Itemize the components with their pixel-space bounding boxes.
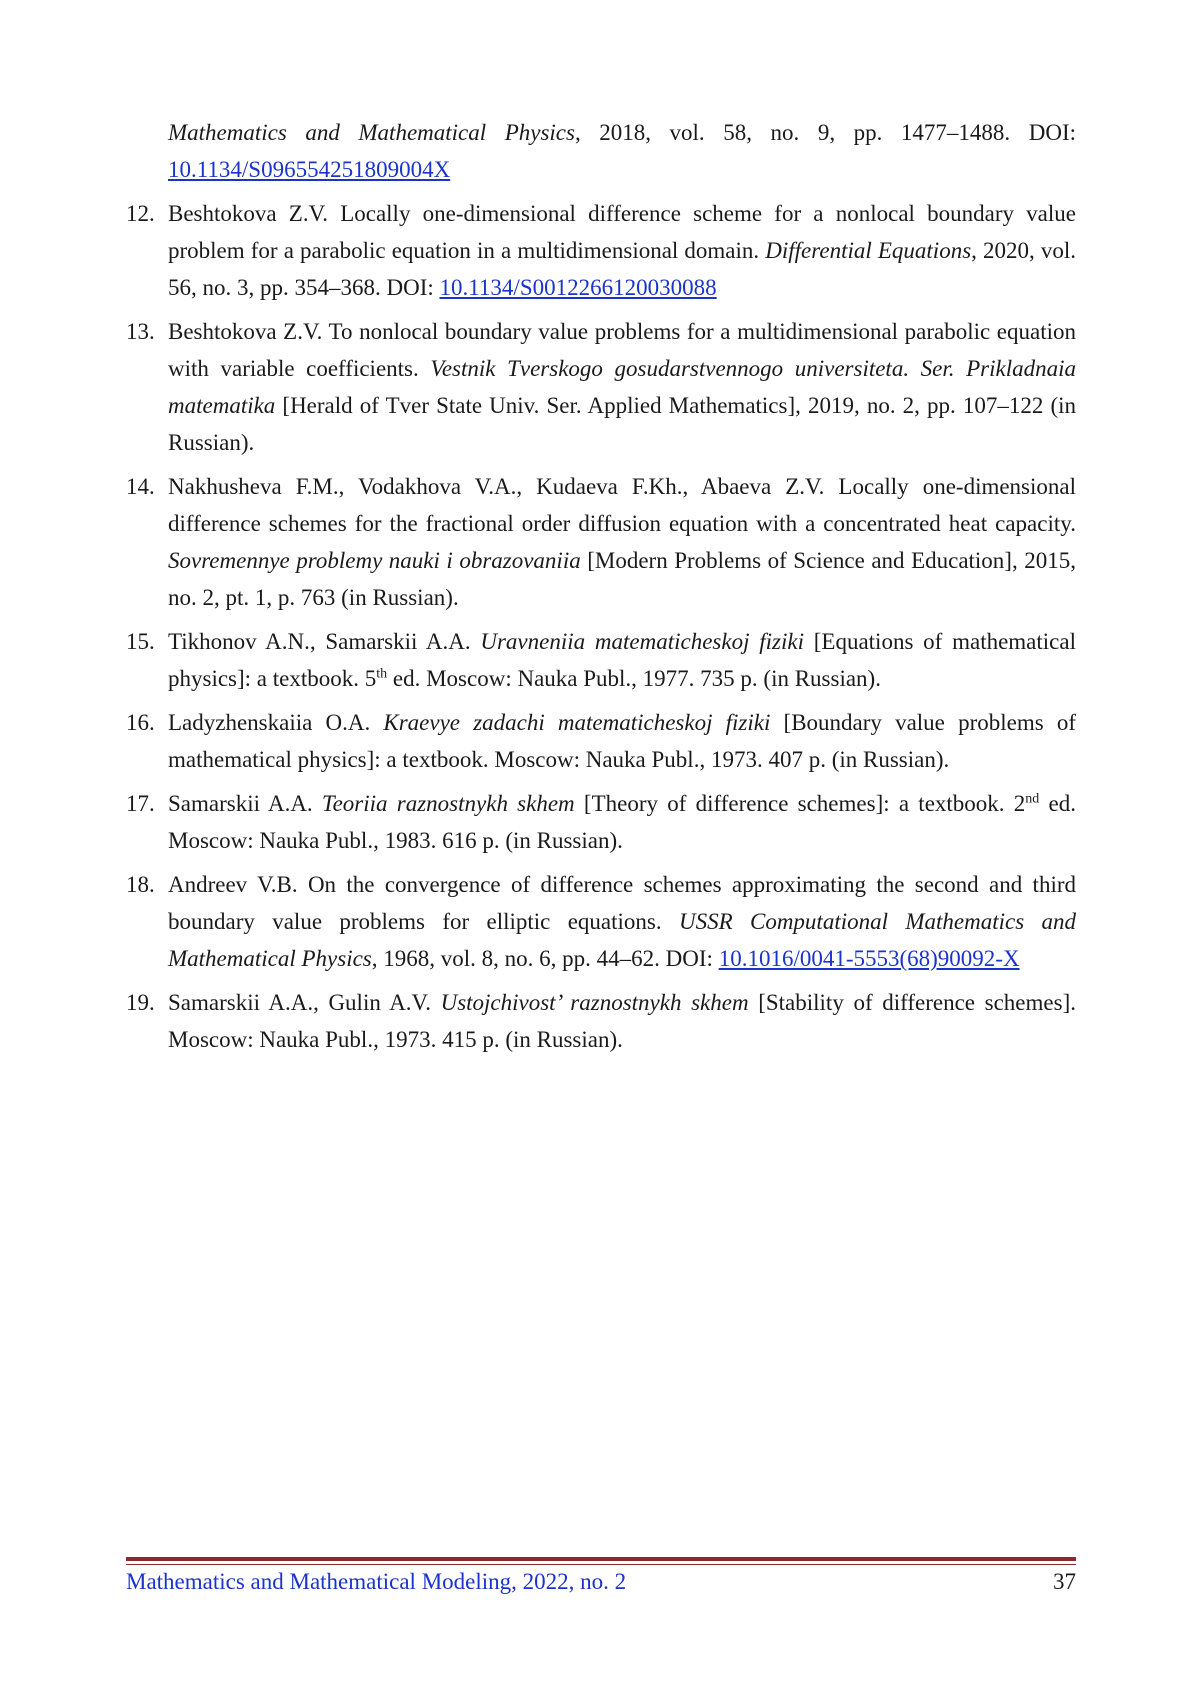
reference-text: Beshtokova Z.V. To nonlocal boundary value problems for a multidimensional parabolic equation with variable coefficients. — [168, 319, 1076, 381]
reference-number: 13. — [126, 313, 166, 350]
reference-number: 14. — [126, 468, 166, 505]
reference-item — [126, 468, 1076, 616]
reference-number: 18. — [126, 866, 166, 903]
reference-number: 15. — [126, 623, 166, 660]
footer-rule-thin — [126, 1564, 1076, 1565]
reference-text: , 2018, vol. 58, no. 9, pp. 1477–1488. DOI: — [575, 120, 1076, 145]
reference-text: Samarskii A.A., Gulin A.V. — [168, 990, 441, 1015]
reference-item — [126, 984, 1076, 1058]
reference-source-title: Kraevye zadachi matematicheskoj fiziki — [383, 710, 770, 735]
reference-text: [Stability of difference schemes]. Moscow: Nauka Publ., 1973. 415 p. (in Russian). — [168, 990, 1076, 1052]
reference-list — [126, 114, 1076, 1065]
reference-text: , 1968, vol. 8, no. 6, pp. 44–62. DOI: — [372, 946, 719, 971]
reference-item — [126, 785, 1076, 859]
reference-number: 16. — [126, 704, 166, 741]
reference-item — [126, 313, 1076, 461]
ordinal-superscript: nd — [1025, 791, 1039, 806]
reference-source-title: Uravneniia matematicheskoj fiziki — [480, 629, 804, 654]
reference-source-title: USSR Computational Mathematics and Mathematical Physics — [168, 909, 1076, 971]
page-number: 37 — [1053, 1569, 1076, 1595]
reference-text: Beshtokova Z.V. Locally one-dimensional difference scheme for a nonlocal boundary value problem for a parabolic equation in a multidimensional domain. — [168, 201, 1076, 263]
reference-number: 17. — [126, 785, 166, 822]
reference-source-title: Mathematics and Mathematical Physics — [168, 120, 575, 145]
reference-item — [126, 704, 1076, 778]
reference-item — [126, 114, 1076, 188]
reference-source-title: Sovremennye problemy nauki i obrazovaniia — [168, 548, 581, 573]
reference-text: ed. Moscow: Nauka Publ., 1977. 735 p. (in Russian). — [387, 666, 881, 691]
reference-source-title: Vestnik Tverskogo gosudarstvennogo universiteta. Ser. Prikladnaia matematika — [168, 356, 1076, 418]
reference-item — [126, 623, 1076, 697]
reference-text: [Boundary value problems of mathematical physics]: a textbook. Moscow: Nauka Publ., 1973. 407 p. (in Russian). — [168, 710, 1076, 772]
reference-number: 19. — [126, 984, 166, 1021]
doi-link[interactable]: 10.1134/S096554251809004X — [168, 157, 450, 182]
reference-text: Ladyzhenskaiia O.A. — [168, 710, 383, 735]
reference-text: Tikhonov A.N., Samarskii A.A. — [168, 629, 480, 654]
reference-source-title: Teoriia raznostnykh skhem — [322, 791, 575, 816]
footer-rule — [126, 1557, 1076, 1561]
reference-text: [Theory of difference schemes]: a textbook. 2 — [575, 791, 1026, 816]
ordinal-superscript: th — [376, 666, 387, 681]
reference-item — [126, 866, 1076, 977]
doi-link[interactable]: 10.1016/0041-5553(68)90092-X — [719, 946, 1020, 971]
reference-text: [Modern Problems of Science and Education], 2015, no. 2, pt. 1, p. 763 (in Russian). — [168, 548, 1076, 610]
reference-text: [Herald of Tver State Univ. Ser. Applied Mathematics], 2019, no. 2, pp. 107–122 (in Russian). — [168, 393, 1076, 455]
reference-text: , 2020, vol. 56, no. 3, pp. 354–368. DOI: — [168, 238, 1076, 300]
reference-text: Andreev V.B. On the convergence of difference schemes approximating the second and third boundary value problems for elliptic equations. — [168, 872, 1076, 934]
reference-source-title: Differential Equations — [765, 238, 971, 263]
reference-number: 12. — [126, 195, 166, 232]
reference-text: ed. Moscow: Nauka Publ., 1983. 616 p. (in Russian). — [168, 791, 1076, 853]
reference-text: [Equations of mathematical physics]: a textbook. 5 — [168, 629, 1076, 691]
reference-item — [126, 195, 1076, 306]
reference-text: Nakhusheva F.M., Vodakhova V.A., Kudaeva F.Kh., Abaeva Z.V. Locally one-dimensional difference schemes for the fractional order diffusion equation with a concentrated heat capacity. — [168, 474, 1076, 536]
reference-source-title: Ustojchivost’ raznostnykh skhem — [441, 990, 749, 1015]
doi-link[interactable]: 10.1134/S0012266120030088 — [440, 275, 717, 300]
footer-journal-title: Mathematics and Mathematical Modeling, 2022, no. 2 — [126, 1569, 626, 1595]
reference-text: Samarskii A.A. — [168, 791, 322, 816]
